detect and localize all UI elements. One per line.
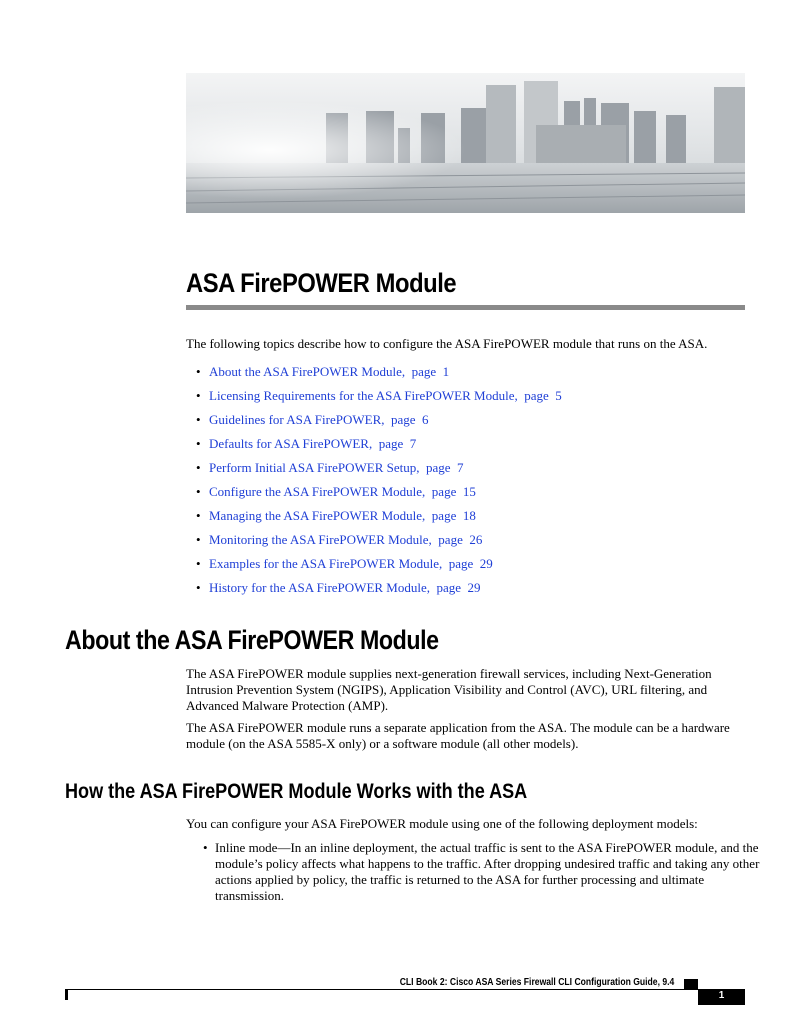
title-rule [186, 305, 745, 310]
toc-item [196, 484, 562, 508]
toc-bullet: • [196, 412, 201, 427]
toc-link[interactable]: Managing the ASA FirePOWER Module, page 18 [209, 508, 476, 523]
about-paragraph-2: The ASA FirePOWER module runs a separate application from the ASA. The module can be a hardware module (on the ASA 5585-X only) or a software module (all other models). [186, 720, 730, 751]
about-paragraph-1: The ASA FirePOWER module supplies next-generation firewall services, including Next-Generation Intrusion Prevention System (NGIPS), Application Visibility and Control (AVC), URL filtering, and Advanced Malware Protection (AMP). [186, 666, 712, 713]
toc-link[interactable]: About the ASA FirePOWER Module, page 1 [209, 364, 450, 379]
toc-item [196, 460, 562, 484]
inline-mode-item [203, 840, 760, 904]
toc-item [196, 388, 562, 412]
toc-bullet: • [196, 556, 201, 571]
toc-link[interactable]: Defaults for ASA FirePOWER, page 7 [209, 436, 417, 451]
toc-bullet: • [196, 364, 201, 379]
toc-link[interactable]: Licensing Requirements for the ASA FirePOWER Module, page 5 [209, 388, 562, 403]
chapter-banner-image [186, 73, 745, 213]
how-paragraph-1: You can configure your ASA FirePOWER module using one of the following deployment models: [186, 816, 698, 831]
chapter-intro: The following topics describe how to configure the ASA FirePOWER module that runs on the ASA. [186, 336, 708, 351]
section-heading-how: How the ASA FirePOWER Module Works with the ASA [65, 780, 528, 803]
toc-link[interactable]: History for the ASA FirePOWER Module, page 29 [209, 580, 481, 595]
toc-link[interactable]: Monitoring the ASA FirePOWER Module, page 26 [209, 532, 483, 547]
chapter-toc [196, 364, 562, 604]
footer-rule [65, 989, 727, 990]
section-heading-about: About the ASA FirePOWER Module [65, 625, 439, 655]
toc-item [196, 580, 562, 604]
toc-link[interactable]: Perform Initial ASA FirePOWER Setup, page 7 [209, 460, 464, 475]
toc-item [196, 436, 562, 460]
footer-book-title: CLI Book 2: Cisco ASA Series Firewall CLI Configuration Guide, 9.4 [399, 977, 674, 988]
toc-item [196, 508, 562, 532]
toc-item [196, 556, 562, 580]
toc-item [196, 412, 562, 436]
toc-link[interactable]: Guidelines for ASA FirePOWER, page 6 [209, 412, 429, 427]
page-number: 1 [698, 989, 745, 1005]
chapter-title: ASA FirePOWER Module [186, 268, 457, 298]
toc-link[interactable]: Configure the ASA FirePOWER Module, page 15 [209, 484, 476, 499]
footer-tick [65, 989, 68, 1000]
toc-bullet: • [196, 532, 201, 547]
toc-bullet: • [196, 388, 201, 403]
toc-bullet: • [196, 436, 201, 451]
toc-item [196, 532, 562, 556]
inline-mode-text: Inline mode—In an inline deployment, the actual traffic is sent to the ASA FirePOWER module, and the module’s policy affects what happens to the traffic. After dropping undesired traffic and taking any other actions applied by policy, the traffic is returned to the ASA for further processing and ultimate transmission. [215, 840, 760, 903]
toc-link[interactable]: Examples for the ASA FirePOWER Module, page 29 [209, 556, 493, 571]
list-bullet: • [203, 840, 208, 855]
toc-bullet: • [196, 580, 201, 595]
toc-item [196, 364, 562, 388]
toc-bullet: • [196, 508, 201, 523]
toc-bullet: • [196, 460, 201, 475]
toc-bullet: • [196, 484, 201, 499]
footer-marker [684, 979, 698, 989]
